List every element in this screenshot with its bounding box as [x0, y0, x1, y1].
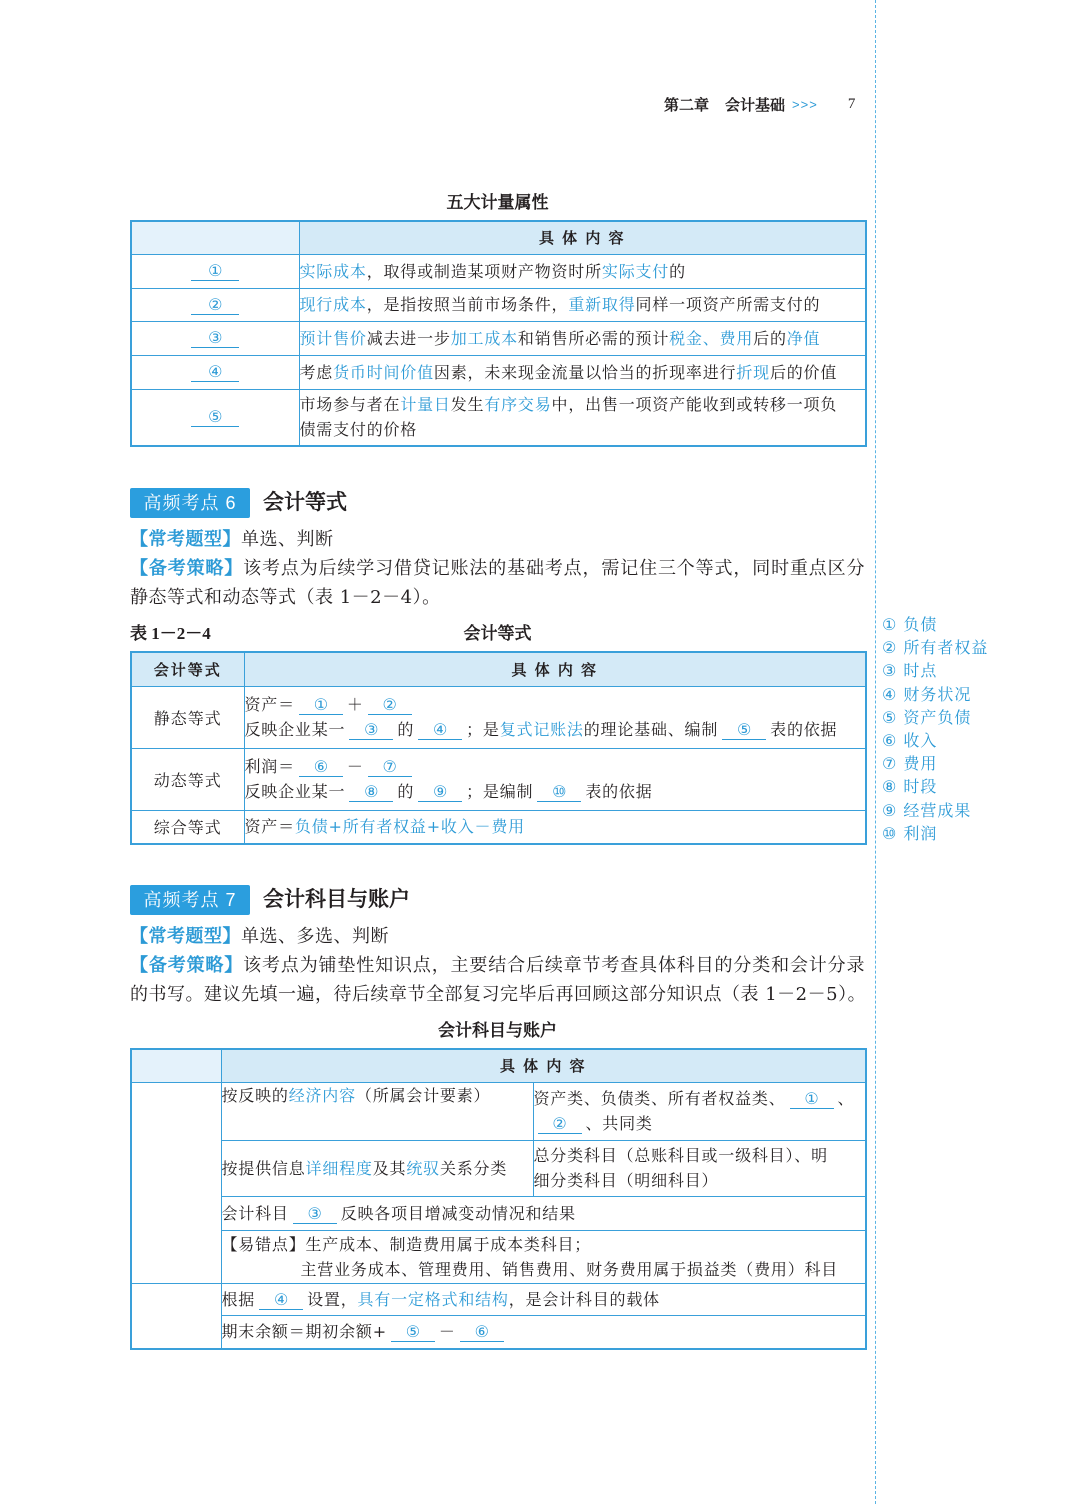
- answer-number: ⑦: [882, 754, 898, 774]
- question-types-label: 【常考题型】: [130, 926, 241, 947]
- answer-text: 费用: [903, 754, 938, 774]
- text-segment: 后的: [753, 328, 787, 348]
- table-row: [131, 1230, 866, 1283]
- content-cell: [221, 1196, 866, 1230]
- answer-blank: ⑥: [299, 758, 343, 777]
- table-header-row: [131, 221, 866, 254]
- table-row: [131, 1283, 866, 1315]
- answer-item: [882, 752, 988, 775]
- key-point-badge: 高频考点 6: [130, 488, 250, 518]
- header-cell-content: 具 体 内 容: [299, 221, 866, 254]
- error-prone-tip-cell: [221, 1230, 866, 1283]
- description-cell: [299, 321, 866, 355]
- text-segment: 、: [837, 1089, 855, 1108]
- highlighted-term: 货币时间价值: [333, 362, 434, 382]
- answer-blank: ①: [191, 262, 239, 281]
- highlighted-term: 实际成本: [299, 261, 367, 281]
- text-segment: ，是指按照当前市场条件，: [366, 295, 569, 314]
- header-cell-blank: [131, 221, 299, 254]
- text-segment: 的: [397, 720, 415, 739]
- text-segment: 的理论基础、编制: [583, 720, 719, 739]
- text-segment: ，是会计科目的载体: [508, 1289, 660, 1309]
- key-point-title: 会计科目与账户: [263, 888, 410, 911]
- answer-item: [882, 729, 988, 752]
- text-segment: 反映企业某一: [244, 782, 346, 801]
- answer-text: 财务状况: [903, 684, 972, 704]
- text-segment: 的: [669, 261, 686, 281]
- highlighted-term: 复式记账法: [499, 720, 584, 739]
- text-line: [534, 1086, 866, 1111]
- answer-item: [882, 822, 988, 845]
- text-segment: 同样一项资产所需支付的: [635, 295, 821, 314]
- answer-number: ⑨: [882, 800, 898, 820]
- text-segment: 考虑: [299, 362, 334, 382]
- text-line: [300, 326, 866, 351]
- classification-value-cell: [533, 1140, 866, 1196]
- text-segment: （所属会计要素）: [355, 1085, 491, 1105]
- equation-name-cell: 静态等式: [131, 686, 244, 748]
- text-segment: 资产＝: [244, 695, 295, 714]
- text-segment: 后的价值: [769, 362, 838, 382]
- text-line: [534, 1143, 866, 1168]
- text-segment: 减去进一步: [366, 328, 451, 348]
- answer-blank: ⑨: [418, 783, 462, 802]
- text-segment: 发生: [450, 395, 485, 415]
- text-line: [300, 360, 866, 385]
- text-segment: 的: [397, 782, 415, 801]
- strategy-line: [130, 585, 441, 611]
- table-row: [131, 288, 866, 321]
- text-segment: ；是: [466, 720, 500, 739]
- text-segment: 表的依据: [770, 720, 838, 739]
- answer-blank: ⑤: [191, 408, 239, 427]
- answer-text: 时段: [903, 777, 938, 797]
- table-header-row: [131, 652, 866, 686]
- answer-blank: ⑥: [460, 1323, 504, 1342]
- answer-blank: ⑦: [368, 758, 412, 777]
- question-types-line: [130, 527, 334, 553]
- text-segment: －: [346, 757, 364, 776]
- text-line: [222, 1319, 866, 1344]
- answer-number: ②: [882, 638, 898, 658]
- highlighted-term: 加工成本: [450, 328, 518, 348]
- category-cell-blank: [131, 1082, 221, 1283]
- arrows-icon: >>>: [792, 97, 818, 112]
- table-title: 五大计量属性: [446, 193, 549, 212]
- answer-number: ③: [882, 661, 898, 681]
- text-segment: 关系分类: [439, 1158, 508, 1178]
- header-cell-equation: 会计等式: [131, 652, 244, 686]
- table-row: [131, 1140, 866, 1196]
- highlighted-term: 统驭: [406, 1158, 440, 1178]
- text-segment: 和销售所必需的预计: [517, 328, 670, 348]
- answer-text: 所有者权益: [903, 638, 989, 658]
- highlighted-term: 现行成本: [299, 295, 367, 314]
- header-cell-content: 具 体 内 容: [244, 652, 866, 686]
- description-cell: [299, 389, 866, 446]
- highlighted-term: 折现: [736, 362, 770, 382]
- equation-content-cell: [244, 686, 866, 748]
- text-segment: 期末余额＝期初余额+: [221, 1322, 387, 1342]
- table-title: 会计科目与账户: [438, 1021, 557, 1040]
- text-line: [222, 1287, 866, 1312]
- text-segment: 中，出售一项资产能收到或转移一项负: [551, 395, 838, 415]
- highlighted-term: 预计售价: [299, 328, 367, 348]
- answer-item: [882, 775, 988, 798]
- answer-blank: ③: [293, 1205, 337, 1224]
- table-row: [131, 1196, 866, 1230]
- table-row: [131, 1315, 866, 1349]
- text-line: [222, 1201, 866, 1226]
- highlighted-term: 计量日: [400, 395, 451, 415]
- equation-name-cell: 动态等式: [131, 748, 244, 810]
- strategy-label: 【备考策略】: [130, 955, 244, 976]
- table-row: [131, 810, 866, 844]
- answer-number: ⑤: [882, 707, 898, 727]
- question-types-label: 【常考题型】: [130, 529, 241, 550]
- description-cell: [299, 254, 866, 288]
- text-segment: 总分类科目（总账科目或一级科目）、明: [533, 1146, 828, 1165]
- highlighted-term: 详细程度: [305, 1158, 373, 1178]
- table-row: [131, 389, 866, 446]
- answer-blank: ②: [538, 1115, 582, 1134]
- text-segment: 反映企业某一: [244, 720, 346, 739]
- answer-number: ④: [882, 684, 898, 704]
- chapter-number: 第二章: [664, 96, 710, 114]
- text-line: [300, 259, 866, 284]
- strategy-text: 该考点为铺垫性知识点，主要结合后续章节考查具体科目的分类和会计分录: [243, 955, 866, 976]
- text-segment: ，取得或制造某项财产物资时所: [366, 261, 602, 281]
- text-line: [245, 779, 866, 804]
- answer-item: [882, 659, 988, 682]
- table-row: [131, 321, 866, 355]
- answer-blank: ④: [259, 1291, 303, 1310]
- classification-cell: [221, 1082, 533, 1140]
- text-line: [534, 1168, 866, 1193]
- text-line: [222, 1156, 533, 1181]
- margin-dashed-line: [875, 0, 876, 1504]
- text-segment: ；是编制: [466, 782, 534, 801]
- answer-key-list: [882, 613, 988, 845]
- text-line: [534, 1111, 866, 1136]
- strategy-line: [130, 556, 865, 582]
- text-line: [222, 1083, 533, 1108]
- answer-blank: ④: [191, 363, 239, 382]
- text-line: [222, 1257, 866, 1282]
- text-line: [245, 692, 866, 717]
- table-row: [131, 1082, 866, 1140]
- strategy-line: [130, 982, 866, 1008]
- text-segment: 根据: [221, 1289, 256, 1309]
- text-segment: 市场参与者在: [299, 395, 401, 415]
- equation-content-cell: [244, 810, 866, 844]
- answer-blank: ⑧: [349, 783, 393, 802]
- strategy-text: 静态等式和动态等式（表 1－2－4）。: [130, 587, 441, 608]
- table-row: [131, 355, 866, 389]
- answer-blank: ②: [368, 696, 412, 715]
- table-number: 表 1－2－4: [130, 624, 211, 643]
- answer-item: [882, 613, 988, 636]
- category-cell-blank: [131, 1283, 221, 1349]
- page-number: 7: [847, 96, 856, 112]
- text-segment: 债需支付的价格: [299, 420, 418, 440]
- text-line: [245, 717, 866, 742]
- question-types-value: 单选、判断: [241, 529, 334, 550]
- answer-blank: ③: [349, 721, 393, 740]
- text-line: [222, 1232, 866, 1257]
- chapter-title: 会计基础: [725, 96, 786, 114]
- highlighted-term: 税金、费用: [669, 328, 754, 348]
- strategy-label: 【备考策略】: [130, 558, 244, 579]
- table-row: [131, 748, 866, 810]
- text-segment: 资产类、负债类、所有者权益类、: [533, 1089, 786, 1108]
- measurement-attributes-table: [130, 220, 867, 447]
- answer-number: ①: [882, 615, 898, 634]
- content-cell: [221, 1283, 866, 1315]
- attribute-cell: [131, 254, 299, 288]
- attribute-cell: [131, 355, 299, 389]
- running-header: [664, 94, 855, 115]
- classification-value-cell: [533, 1082, 866, 1140]
- answer-text: 资产负债: [903, 707, 972, 727]
- answer-item: [882, 706, 988, 729]
- strategy-line: [130, 953, 865, 979]
- text-segment: 设置，: [307, 1289, 358, 1309]
- header-cell-content: 具 体 内 容: [221, 1049, 866, 1082]
- highlighted-term: 有序交易: [484, 395, 552, 415]
- answer-item: [882, 636, 988, 659]
- answer-text: 负债: [903, 615, 938, 634]
- accounting-equation-table: [130, 651, 867, 845]
- answer-item: [882, 683, 988, 706]
- text-segment: 因素，未来现金流量以恰当的折现率进行: [433, 362, 737, 382]
- text-segment: ＋: [346, 695, 364, 714]
- attribute-cell: [131, 389, 299, 446]
- answer-text: 经营成果: [903, 800, 972, 820]
- highlighted-term: 负债+所有者权益+收入－费用: [294, 817, 525, 837]
- highlighted-term: 重新取得: [568, 295, 636, 314]
- key-point-badge: 高频考点 7: [130, 885, 250, 915]
- text-segment: 主营业务成本、管理费用、销售费用、财务费用属于损益类（费用）科目: [300, 1259, 839, 1279]
- table-row: [131, 686, 866, 748]
- text-segment: 按反映的: [221, 1085, 289, 1105]
- answer-text: 收入: [903, 731, 938, 751]
- table-row: [131, 254, 866, 288]
- text-segment: 会计科目: [221, 1203, 289, 1223]
- text-segment: 表的依据: [585, 782, 653, 801]
- answer-blank: ④: [418, 721, 462, 740]
- text-segment: 反映各项目增减变动情况和结果: [340, 1203, 576, 1223]
- text-segment: 利润＝: [244, 757, 295, 776]
- classification-cell: [221, 1140, 533, 1196]
- answer-number: ⑥: [882, 731, 898, 751]
- answer-blank: ⑤: [722, 721, 766, 740]
- text-segment: 【易错点】生产成本、制造费用属于成本类科目；: [221, 1234, 592, 1254]
- table-title: 会计等式: [463, 624, 532, 643]
- text-segment: 按提供信息: [221, 1158, 306, 1178]
- answer-item: [882, 799, 988, 822]
- description-cell: [299, 355, 866, 389]
- header-cell-blank: [131, 1049, 221, 1082]
- answer-text: 利润: [903, 823, 938, 843]
- answer-blank: ①: [790, 1090, 834, 1109]
- attribute-cell: [131, 288, 299, 321]
- answer-blank: ②: [191, 296, 239, 315]
- highlighted-term: 具有一定格式和结构: [357, 1289, 509, 1309]
- question-types-value: 单选、多选、判断: [241, 926, 389, 947]
- text-line: [300, 417, 866, 442]
- text-line: [245, 814, 866, 839]
- text-segment: 及其: [372, 1158, 407, 1178]
- equation-name-cell: 综合等式: [131, 810, 244, 844]
- text-line: [300, 292, 866, 317]
- description-cell: [299, 288, 866, 321]
- question-types-line: [130, 924, 389, 950]
- highlighted-term: 净值: [786, 328, 821, 348]
- content-cell: [221, 1315, 866, 1349]
- text-segment: 细分类科目（明细科目）: [533, 1171, 719, 1190]
- strategy-text: 该考点为后续学习借贷记账法的基础考点，需记住三个等式，同时重点区分: [243, 558, 866, 579]
- attribute-cell: [131, 321, 299, 355]
- highlighted-term: 实际支付: [601, 261, 670, 281]
- answer-blank: ③: [191, 329, 239, 348]
- answer-number: ⑧: [882, 777, 898, 797]
- text-segment: －: [438, 1322, 456, 1342]
- text-segment: 、共同类: [585, 1114, 653, 1133]
- answer-text: 时点: [903, 661, 938, 681]
- key-point-title: 会计等式: [263, 491, 347, 514]
- answer-number: ⑩: [882, 823, 898, 843]
- highlighted-term: 经济内容: [288, 1085, 356, 1105]
- answer-blank: ①: [299, 696, 343, 715]
- table-header-row: [131, 1049, 866, 1082]
- text-line: [245, 754, 866, 779]
- answer-blank: ⑩: [537, 783, 581, 802]
- answer-blank: ⑤: [391, 1323, 435, 1342]
- equation-content-cell: [244, 748, 866, 810]
- accounts-table: [130, 1048, 867, 1350]
- text-line: [300, 392, 866, 417]
- text-segment: 资产＝: [244, 817, 295, 837]
- strategy-text: 的书写。建议先填一遍，待后续章节全部复习完毕后再回顾这部分知识点（表 1－2－5）。: [130, 984, 867, 1005]
